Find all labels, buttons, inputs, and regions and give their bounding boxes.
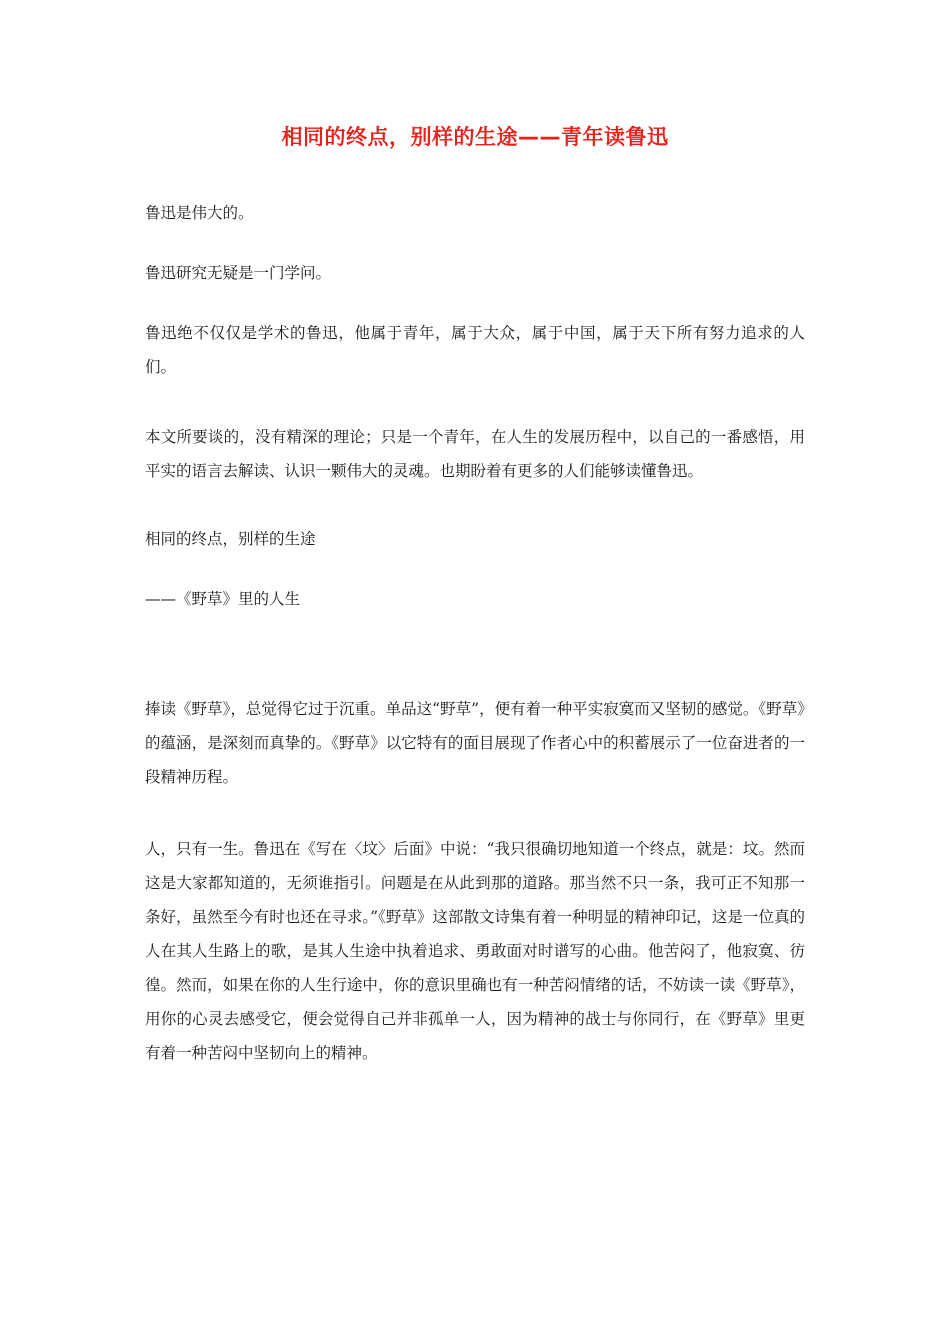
paragraph-1: 鲁迅是伟大的。 <box>145 204 254 222</box>
paragraph-5: 捧读《野草》，总觉得它过于沉重。单品这“野草”，便有着一种平实寂寞而又坚韧的感觉。《野草》的蕴涵，是深刻而真挚的。《野草》以它特有的面目展现了作者心中的积蓄展示了一位奋进者的一段精神历程。 <box>145 700 805 786</box>
section-heading: 相同的终点，别样的生途 <box>145 530 316 548</box>
paragraph-3: 鲁迅绝不仅仅是学术的鲁迅，他属于青年，属于大众，属于中国，属于天下所有努力追求的人们。 <box>145 324 805 376</box>
paragraph-6: 人，只有一生。鲁迅在《写在〈坟〉后面》中说：“我只很确切地知道一个终点，就是：坟。然而这是大家都知道的，无须谁指引。问题是在从此到那的道路。那当然不只一条，我可正不知那一条好，虽然至今有时也还在寻求。”《野草》这部散文诗集有着一种明显的精神印记，这是一位真的人在其人生路上的歌，是其人生途中执着追求、勇敢面对时谱写的心曲。他苦闷了，他寂寞、彷徨。然而，如果在你的人生行途中，你的意识里确也有一种苦闷情绪的话，不妨读一读《野草》，用你的心灵去感受它，便会觉得自己并非孤单一人，因为精神的战士与你同行，在《野草》里更有着一种苦闷中坚韧向上的精神。 <box>145 840 805 1062</box>
paragraph-2: 鲁迅研究无疑是一门学问。 <box>145 264 332 282</box>
paragraph-4: 本文所要谈的，没有精深的理论；只是一个青年，在人生的发展历程中，以自己的一番感悟，用平实的语言去解读、认识一颗伟大的灵魂。也期盼着有更多的人们能够读懂鲁迅。 <box>145 428 805 480</box>
document-title: 相同的终点，别样的生途——青年读鲁迅 <box>281 125 669 149</box>
section-subheading: ——《野草》里的人生 <box>145 590 301 608</box>
